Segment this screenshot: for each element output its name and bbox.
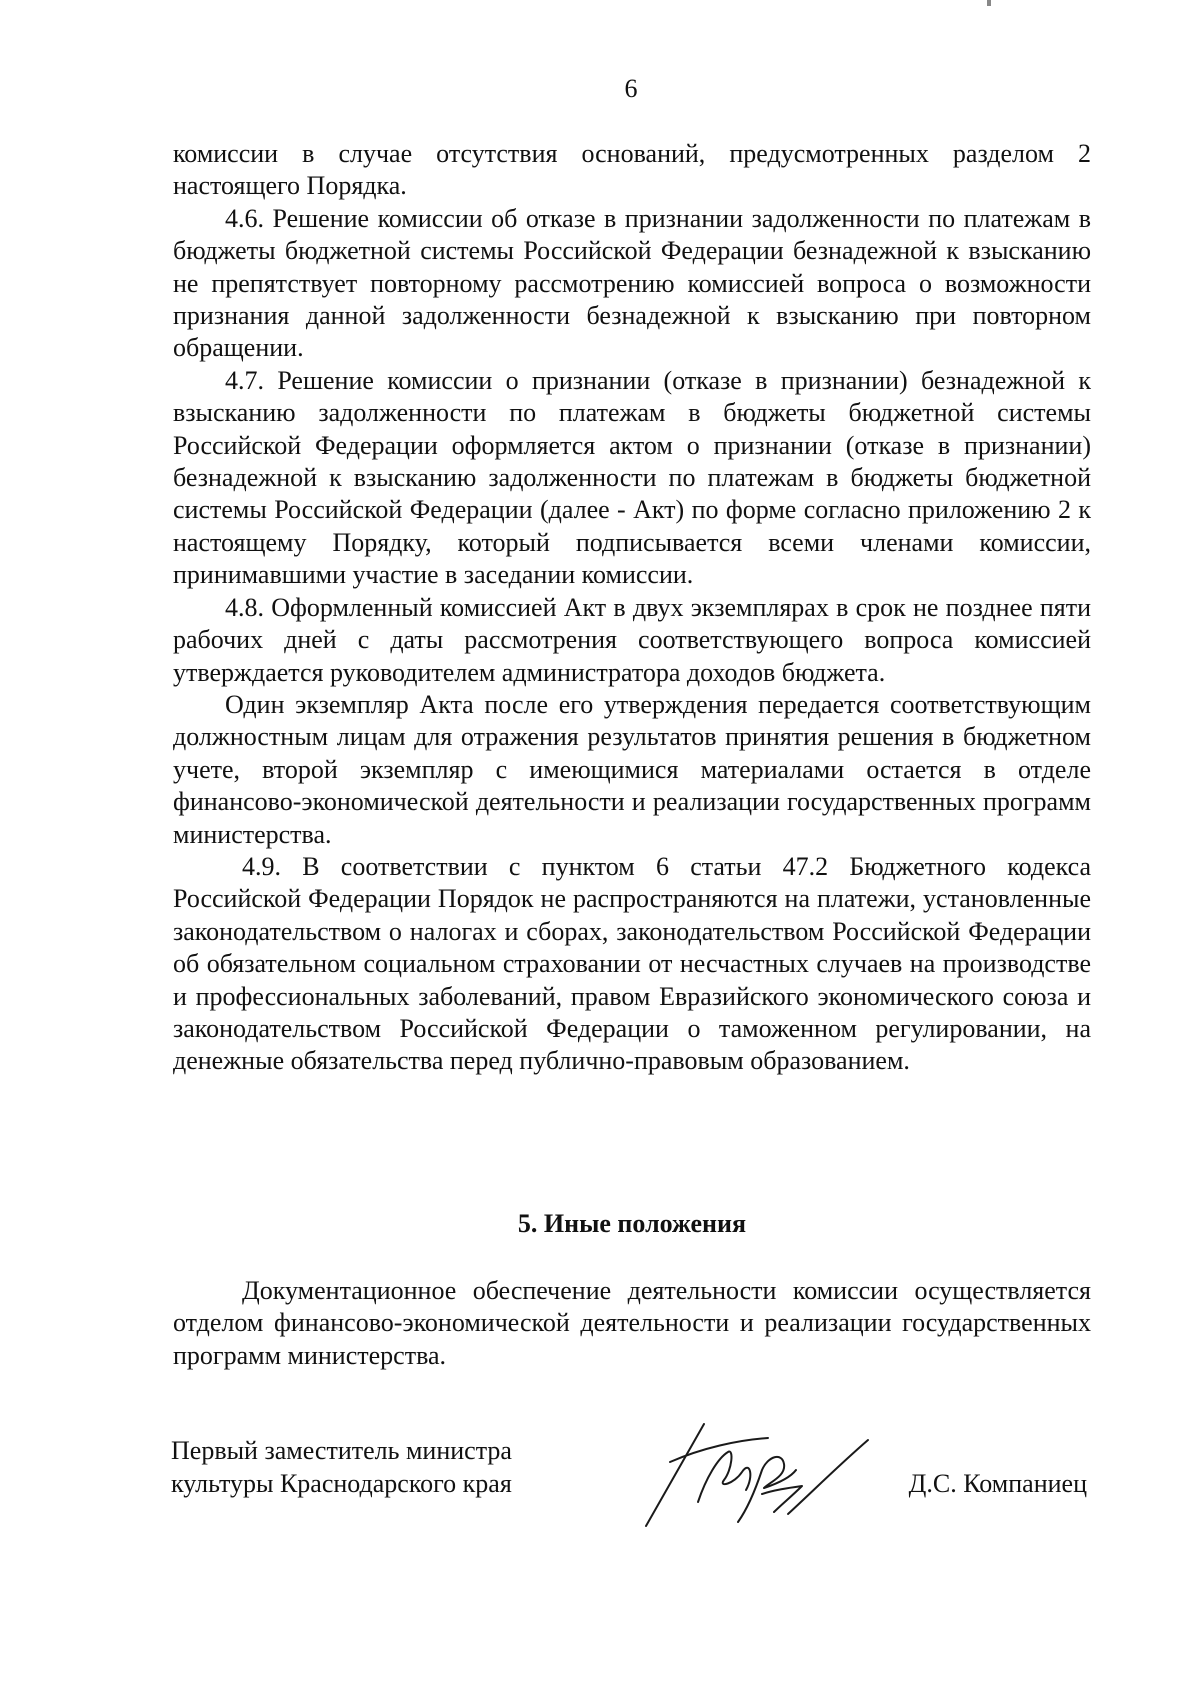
paragraph-4-6: 4.6. Решение комиссии об отказе в признании задолженности по платежам в бюджеты бюджетной системы Российской Федерации безнадежной к взысканию не препятствует повторному рассмотрению комиссией вопроса о возможности признания данной задолженности безнадежной к взысканию при повторном обращении.: [173, 203, 1091, 363]
signature-stroke-5: [762, 1486, 802, 1512]
signatory-position-line-1: Первый заместитель министра: [171, 1436, 512, 1465]
signatory-position: [171, 1434, 601, 1500]
paragraph-4-7: 4.7. Решение комиссии о признании (отказе в признании) безнадежной к взысканию задолженности по платежам в бюджеты бюджетной системы Российской Федерации оформляется актом о признании (отказе в признании) безнадежной к взысканию задолженности по платежам в бюджеты бюджетной системы Российской Федерации (далее - Акт) по форме согласно приложению 2 к настоящему Порядку, который подписывается всеми членами комиссии, принимавшими участие в заседании комиссии.: [173, 365, 1091, 590]
signature-stroke-3: [698, 1452, 750, 1502]
section-5-body: [173, 1275, 1091, 1372]
signature-stroke-1: [646, 1424, 704, 1526]
scan-artifact: [987, 0, 991, 6]
paragraph-4-9: 4.9. В соответствии с пунктом 6 статьи 47.2 Бюджетного кодекса Российской Федерации Порядок не распространяются на платежи, установленные законодательством о налогах и сборах, законодательством Российской Федерации об обязательном социальном страховании от несчастных случаев на производстве и профессиональных заболеваний, правом Евразийского экономического союза и законодательством Российской Федерации о таможенном регулировании, на денежные обязательства перед публично-правовым образованием.: [173, 851, 1091, 1076]
section-5-heading: 5. Иные положения: [517, 1209, 747, 1238]
document-body: [173, 138, 1091, 1078]
page-number: 6: [624, 74, 638, 103]
paragraph-4-8: 4.8. Оформленный комиссией Акт в двух экземплярах в срок не позднее пяти рабочих дней с даты рассмотрения соответствующего вопроса комиссией утверждается руководителем администратора доходов бюджета.: [173, 592, 1091, 687]
signature-stroke-6: [788, 1440, 868, 1514]
signatory-position-line-2: культуры Краснодарского края: [171, 1469, 512, 1498]
paragraph-4-8-second: Один экземпляр Акта после его утверждения передается соответствующим должностным лицам для отражения результатов принятия решения в бюджетном учете, второй экземпляр с имеющимися материалами остается в отделе финансово-экономической деятельности и реализации государственных программ министерства.: [173, 689, 1091, 849]
section-5-paragraph: Документационное обеспечение деятельности комиссии осуществляется отделом финансово-экономической деятельности и реализации государственных программ министерства.: [173, 1276, 1091, 1370]
handwritten-signature: [642, 1418, 878, 1538]
paragraph-4-5-continuation: комиссии в случае отсутствия оснований, предусмотренных разделом 2 настоящего Порядка.: [173, 139, 1091, 201]
signatory-name: Д.С. Компаниец: [908, 1469, 1087, 1498]
